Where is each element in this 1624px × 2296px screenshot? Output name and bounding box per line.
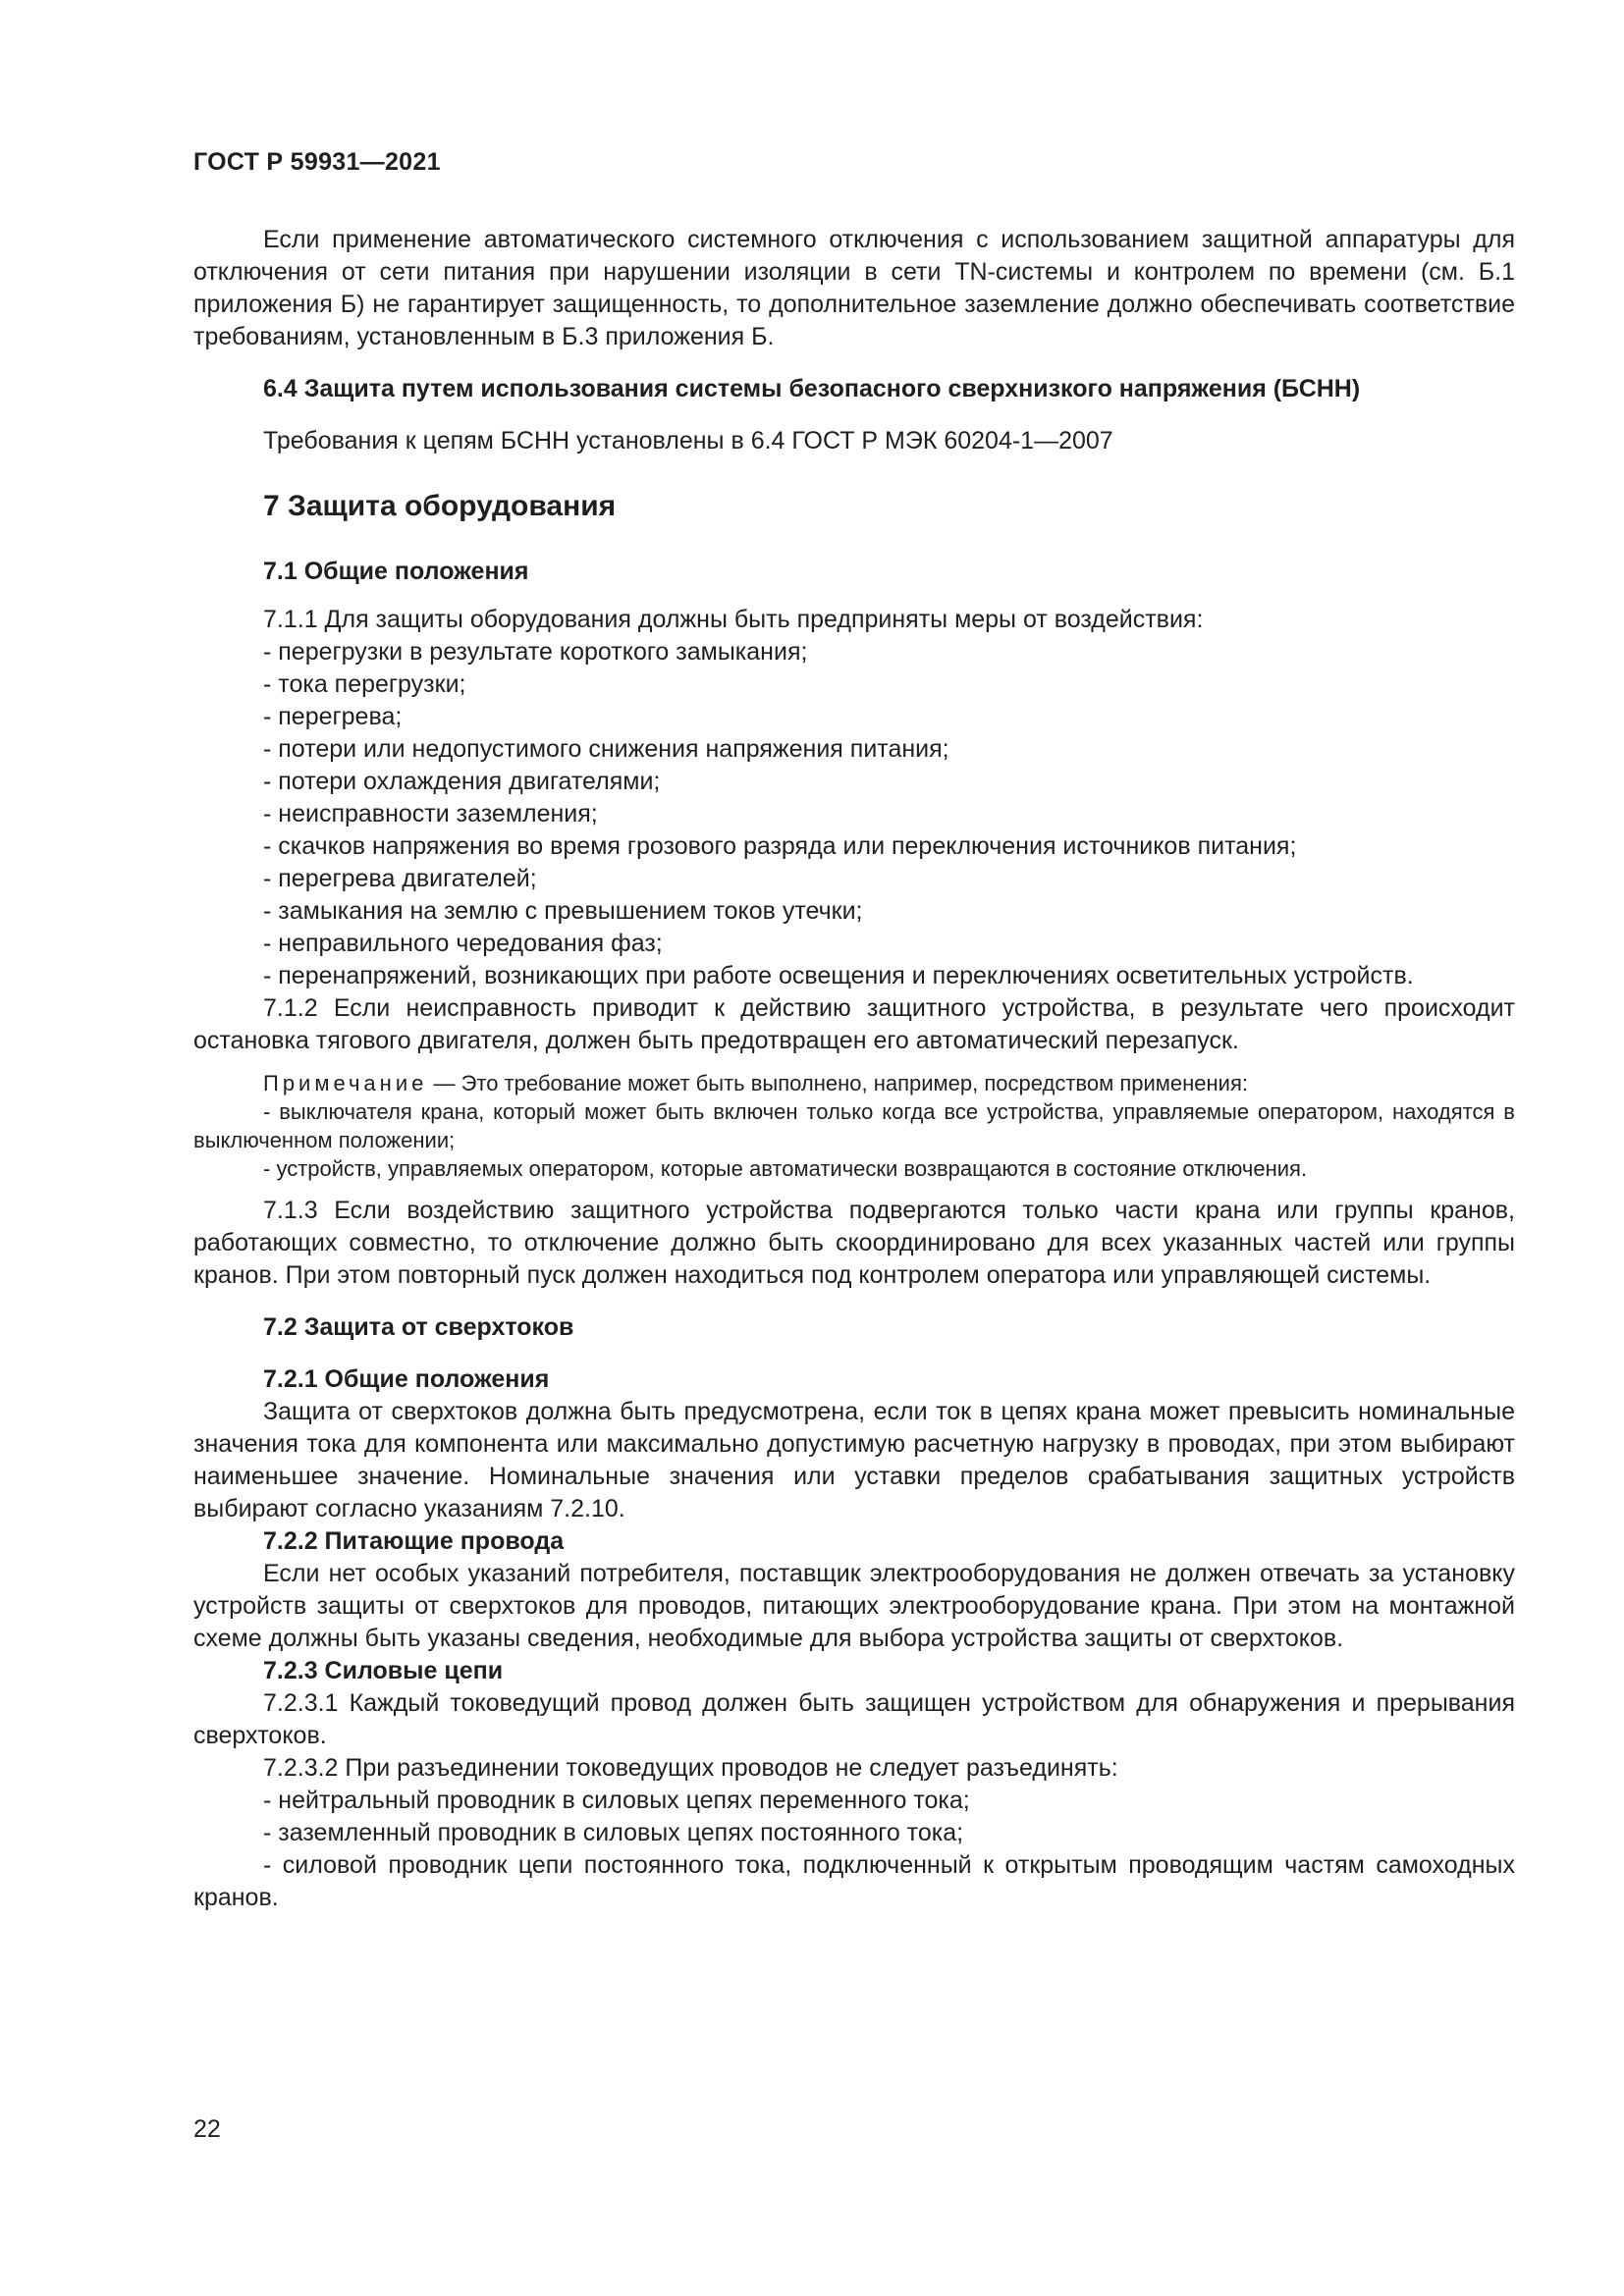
- paragraph: 7.1.3 Если воздействию защитного устройства подвергаются только части крана или группы кранов, работающих совместно, то отключение должно быть скоординировано для всех указанных частей или группы кранов. При этом повторный пуск должен находиться под контролем оператора или управляющей системы.: [193, 1197, 1515, 1289]
- list-item: - перегрева;: [263, 703, 403, 730]
- list-item: - потери или недопустимого снижения напряжения питания;: [263, 735, 949, 763]
- paragraph: Если нет особых указаний потребителя, поставщик электрооборудования не должен отвечать за установку устройств защиты от сверхтоков для проводов, питающих электрооборудование крана. При этом на монтажной схеме должны быть указаны сведения, необходимые для выбора устройства защиты от сверхтоков.: [193, 1560, 1515, 1652]
- section-heading-7-2: 7.2 Защита от сверхтоков: [263, 1313, 574, 1341]
- list-item: - перегрева двигателей;: [263, 865, 537, 892]
- paragraph: 7.1.2 Если неисправность приводит к действию защитного устройства, в результате чего происходит остановка тягового двигателя, должен быть предотвращен его автоматический перезапуск.: [193, 994, 1515, 1054]
- section-heading-7-1: 7.1 Общие положения: [263, 558, 529, 585]
- list-item: - скачков напряжения во время грозового разряда или переключения источников питания;: [263, 832, 1297, 860]
- list-item: - перенапряжений, возникающих при работе освещения и переключениях осветительных устройств.: [263, 962, 1414, 989]
- standard-header: ГОСТ Р 59931—2021: [193, 148, 441, 176]
- paragraph: Требования к цепям БСНН установлены в 6.4 ГОСТ Р МЭК 60204-1—2007: [263, 427, 1113, 454]
- list-item: - неисправности заземления;: [263, 800, 598, 828]
- paragraph: Защита от сверхтоков должна быть предусмотрена, если ток в цепях крана может превысить номинальные значения тока для компонента или максимально допустимую расчетную нагрузку в проводах, при этом выбирают наименьшее значение. Номинальные значения или уставки пределов срабатывания защитных устройств выбирают согласно указаниям 7.2.10.: [193, 1398, 1515, 1522]
- note-intro: [193, 1069, 1515, 1097]
- paragraph: 7.1.1 Для защиты оборудования должны быть предприняты меры от воздействия:: [263, 606, 1204, 633]
- list-item: - тока перегрузки;: [263, 670, 466, 698]
- note-item: - выключателя крана, который может быть включен только когда все устройства, управляемые оператором, находятся в выключенном положении;: [193, 1099, 1515, 1152]
- section-heading-6-4: 6.4 Защита путем использования системы безопасного сверхнизкого напряжения (БСНН): [263, 375, 1361, 402]
- list-item: - неправильного чередования фаз;: [263, 930, 663, 957]
- list-item: - перегрузки в результате короткого замыкания;: [263, 638, 808, 666]
- paragraph: 7.2.3.2 При разъединении токоведущих проводов не следует разъединять:: [263, 1754, 1118, 1782]
- page-content: [193, 224, 1515, 1914]
- paragraph: 7.2.3.1 Каждый токоведущий провод должен быть защищен устройством для обнаружения и прерывания сверхтоков.: [193, 1689, 1515, 1749]
- section-heading-7-2-2: 7.2.2 Питающие провода: [263, 1527, 565, 1555]
- list-item: - силовой проводник цепи постоянного тока, подключенный к открытым проводящим частям самоходных кранов.: [193, 1851, 1515, 1911]
- section-heading-7-2-3: 7.2.3 Силовые цепи: [263, 1657, 504, 1684]
- disconnect-list: [193, 1785, 1515, 1914]
- note-item: - устройств, управляемых оператором, которые автоматически возвращаются в состояние отключения.: [263, 1156, 1308, 1181]
- list-item: - замыкания на землю с превышением токов утечки;: [263, 897, 863, 925]
- paragraph: Если применение автоматического системного отключения с использованием защитной аппаратуры для отключения от сети питания при нарушении изоляции в сети TN-системы и контролем по времени (см. Б.1 приложения Б) не гарантирует защищенность, то дополнительное заземление должно обеспечивать соответствие требованиям, установленным в Б.3 приложения Б.: [193, 226, 1515, 350]
- list-item: - нейтральный проводник в силовых цепях переменного тока;: [263, 1787, 970, 1814]
- note-label: Примечание: [263, 1071, 428, 1095]
- section-heading-7: 7 Защита оборудования: [263, 490, 617, 522]
- list-item: - потери охлаждения двигателями;: [263, 768, 661, 795]
- list-item: - заземленный проводник в силовых цепях постоянного тока;: [263, 1819, 964, 1846]
- measures-list: [193, 636, 1515, 992]
- page-number: 22: [193, 2115, 221, 2143]
- note-block: [193, 1069, 1515, 1183]
- note-text: — Это требование может быть выполнено, например, посредством применения:: [427, 1071, 1248, 1095]
- section-heading-7-2-1: 7.2.1 Общие положения: [263, 1365, 550, 1393]
